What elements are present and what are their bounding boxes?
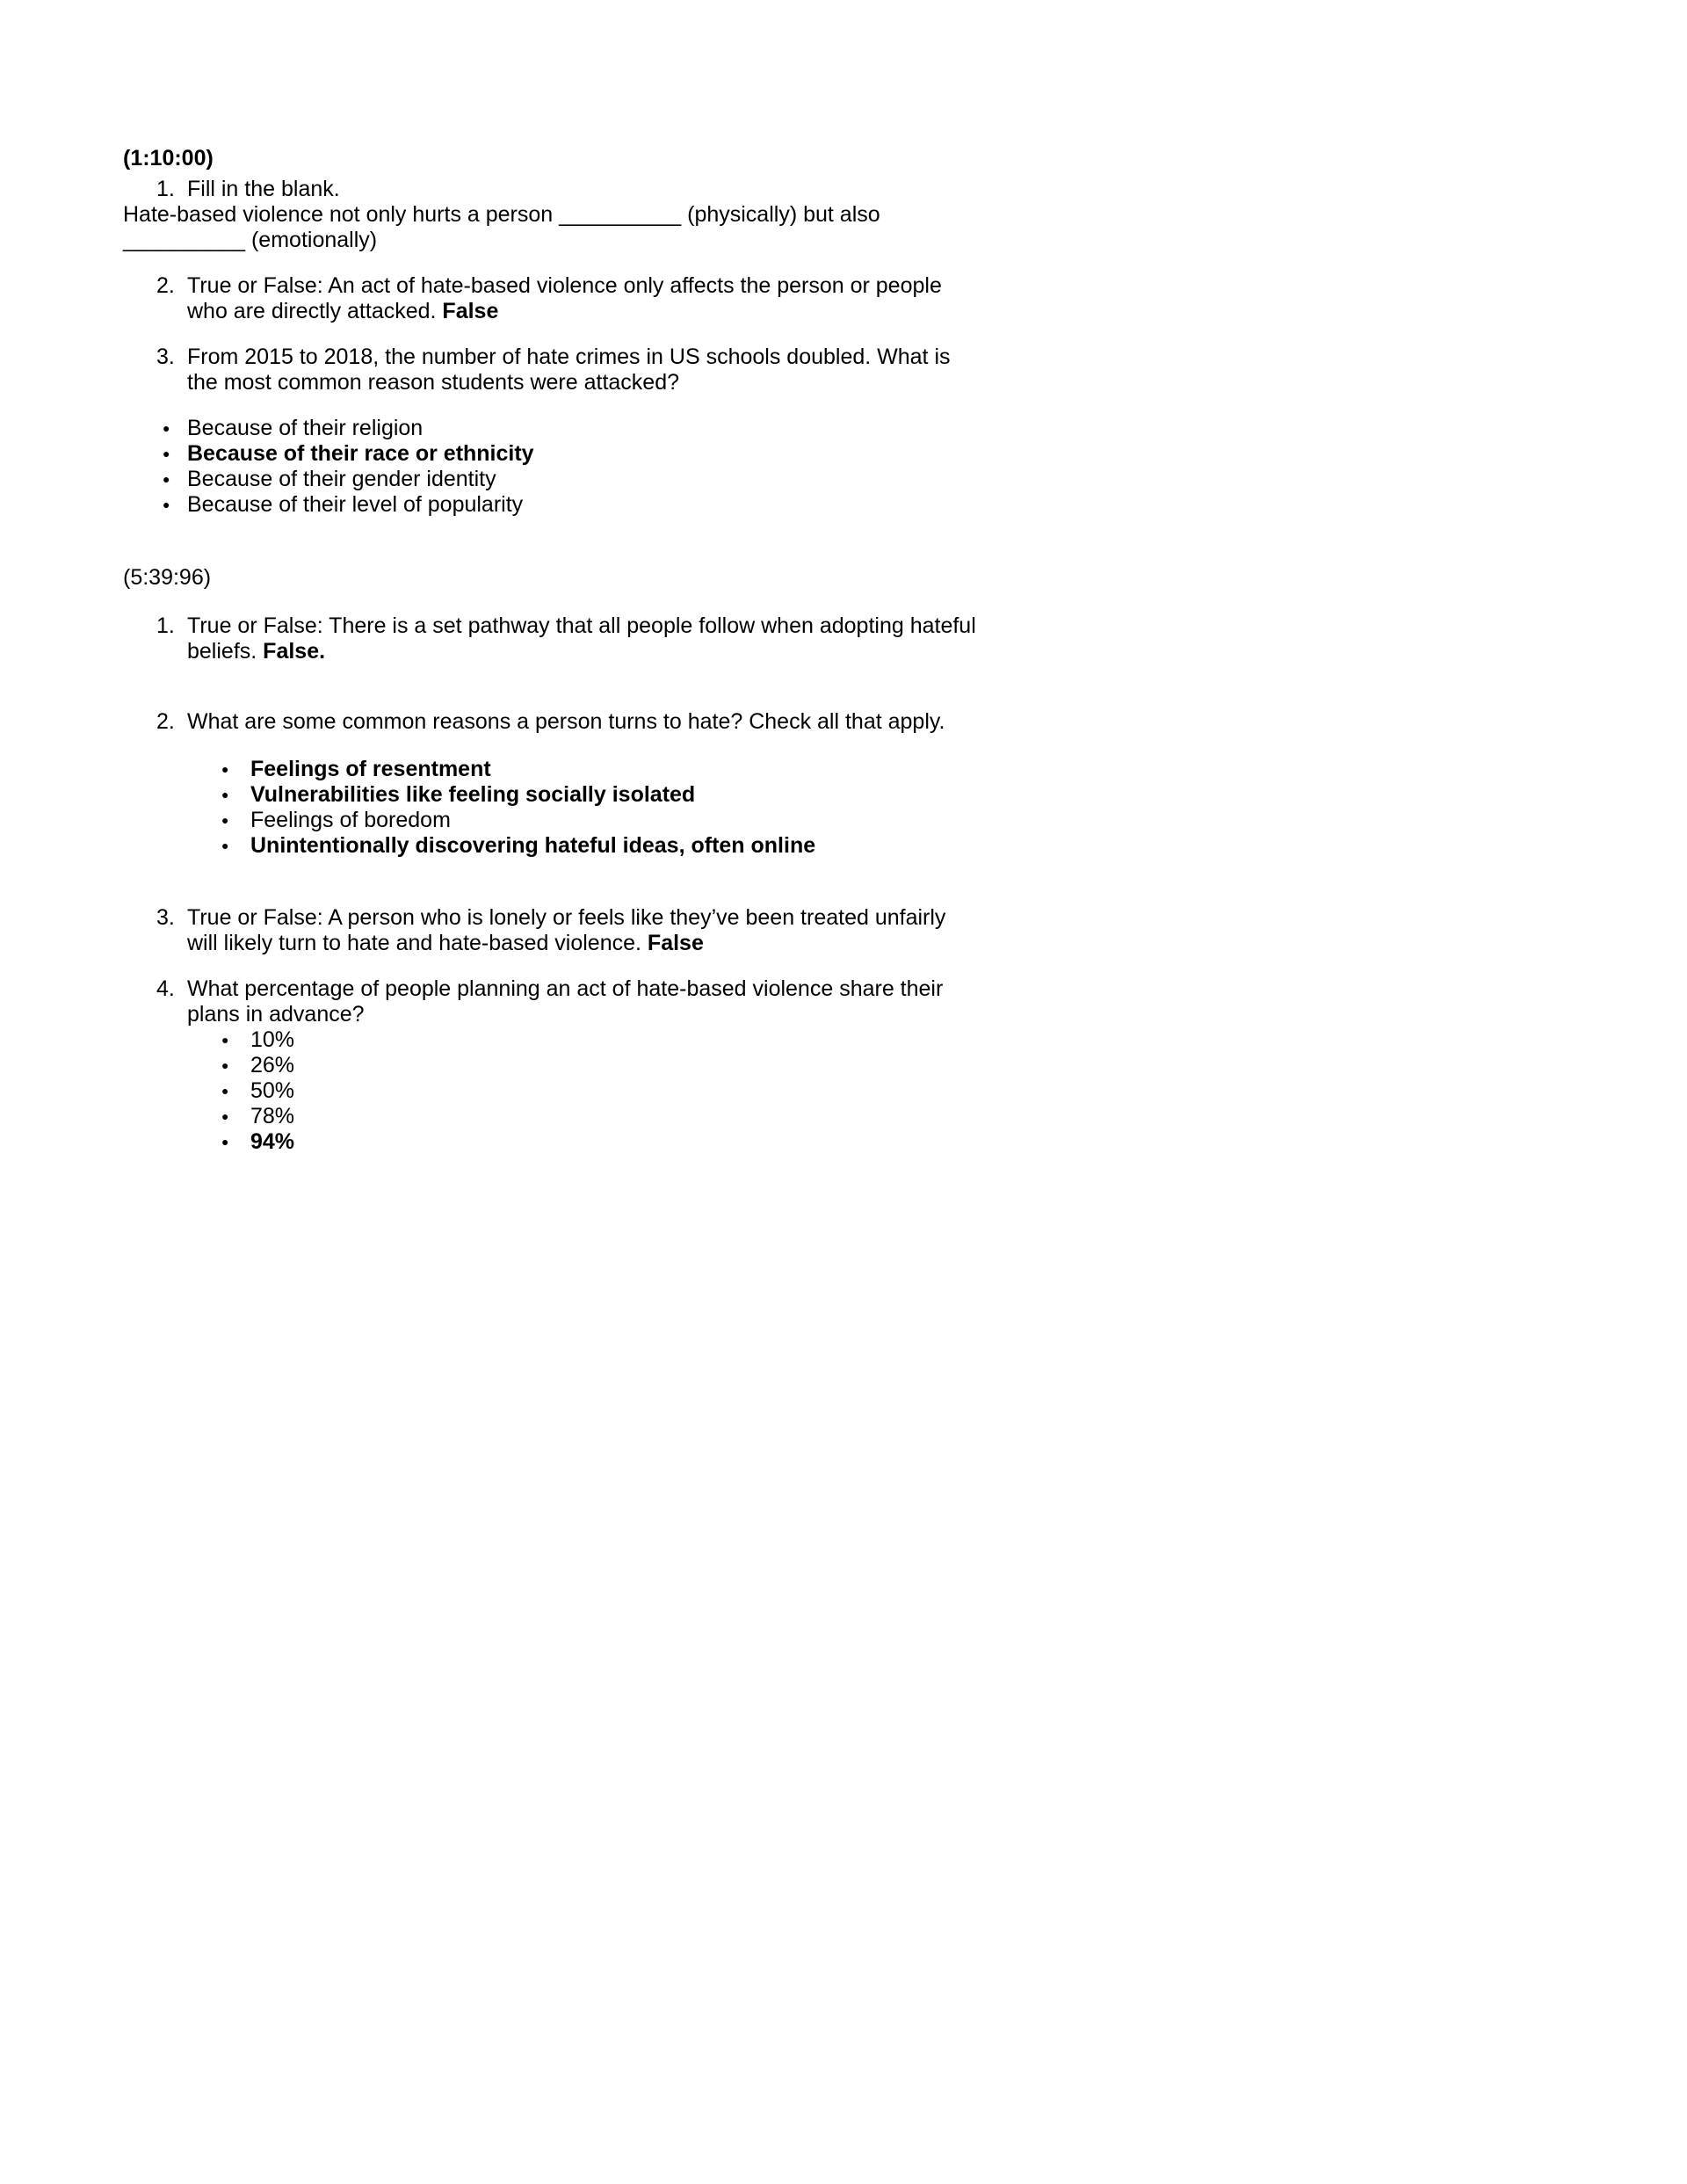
answer-bullet-list: [123, 757, 1599, 859]
answer-text: False: [442, 299, 499, 323]
question-text: plans in advance?: [187, 1002, 365, 1027]
bullet-text-correct: Vulnerabilities like feeling socially isolated: [250, 782, 696, 807]
question-item: [123, 709, 1599, 735]
bullet-text: Feelings of boredom: [250, 808, 451, 832]
bullet-item: [221, 782, 1599, 808]
bullet-item: [221, 808, 1599, 833]
timestamp-heading: (1:10:00): [123, 146, 214, 171]
question-number: 4.: [156, 976, 175, 1001]
bullet-text: Because of their level of popularity: [187, 492, 524, 517]
question-item: [123, 905, 1599, 956]
bullet-icon: ●: [221, 1084, 229, 1098]
question-number: 2.: [156, 273, 175, 298]
answer-text: False: [647, 931, 704, 955]
option-text-correct: 94%: [250, 1129, 295, 1154]
fill-blank-line: Hate-based violence not only hurts a person __________ (physically) but also: [123, 202, 880, 227]
question-text: True or False: An act of hate-based violence only affects the person or people: [187, 273, 942, 298]
answer-text: False.: [263, 639, 326, 664]
question-item: [123, 273, 1599, 324]
bullet-icon: ●: [221, 813, 229, 827]
option-text: 10%: [250, 1027, 295, 1052]
option-text: 26%: [250, 1053, 295, 1077]
question-number: 1.: [156, 177, 175, 201]
question-item: [123, 345, 1599, 395]
bullet-icon: ●: [221, 1058, 229, 1072]
bullet-icon: ●: [221, 1033, 229, 1047]
question-text: beliefs.: [187, 639, 264, 664]
question-number: 3.: [156, 905, 175, 930]
bullet-text-correct: Unintentionally discovering hateful ideas, often online: [250, 833, 816, 858]
bullet-icon: ●: [163, 497, 170, 512]
bullet-text: Because of their religion: [187, 416, 424, 440]
question-item: [123, 976, 1599, 1027]
bullet-icon: ●: [163, 472, 170, 486]
question-text: True or False: A person who is lonely or feels like they’ve been treated unfairly: [187, 905, 946, 930]
option-text: 78%: [250, 1104, 295, 1128]
option-item: [221, 1104, 1599, 1129]
option-item: [221, 1078, 1599, 1104]
option-item: [221, 1053, 1599, 1078]
bullet-icon: ●: [221, 1135, 229, 1149]
question-text: From 2015 to 2018, the number of hate crimes in US schools doubled. What is: [187, 345, 951, 369]
bullet-icon: ●: [221, 1109, 229, 1123]
option-text: 50%: [250, 1078, 295, 1103]
answer-bullet-list: [123, 416, 1599, 518]
bullet-text-correct: Because of their race or ethnicity: [187, 441, 534, 466]
bullet-icon: ●: [221, 762, 229, 776]
question-number: 3.: [156, 345, 175, 369]
question-text: True or False: There is a set pathway that all people follow when adopting hateful: [187, 613, 976, 638]
option-item: [221, 1129, 1599, 1155]
fill-blank-line: __________ (emotionally): [123, 228, 378, 252]
bullet-icon: ●: [163, 446, 170, 461]
bullet-icon: ●: [163, 421, 170, 435]
question-text: who are directly attacked.: [187, 299, 443, 323]
option-item: [221, 1027, 1599, 1053]
bullet-text: Because of their gender identity: [187, 467, 496, 491]
bullet-item: [163, 492, 1599, 518]
question-text: Fill in the blank.: [187, 177, 340, 201]
bullet-item: [163, 467, 1599, 492]
bullet-item: [221, 833, 1599, 859]
question-number: 2.: [156, 709, 175, 734]
question-text: the most common reason students were attacked?: [187, 370, 680, 395]
question-item: [123, 613, 1599, 664]
bullet-icon: ●: [221, 787, 229, 802]
timestamp-heading: (5:39:96): [123, 565, 212, 590]
bullet-item: [163, 441, 1599, 467]
question-text: will likely turn to hate and hate-based violence.: [187, 931, 648, 955]
question-text: What percentage of people planning an act of hate-based violence share their: [187, 976, 944, 1001]
bullet-icon: ●: [221, 838, 229, 853]
bullet-item: [163, 416, 1599, 441]
bullet-text-correct: Feelings of resentment: [250, 757, 491, 781]
option-bullet-list: [123, 1027, 1599, 1155]
question-number: 1.: [156, 613, 175, 638]
question-item: [123, 177, 1599, 202]
bullet-item: [221, 757, 1599, 782]
question-text: What are some common reasons a person turns to hate? Check all that apply.: [187, 709, 945, 734]
